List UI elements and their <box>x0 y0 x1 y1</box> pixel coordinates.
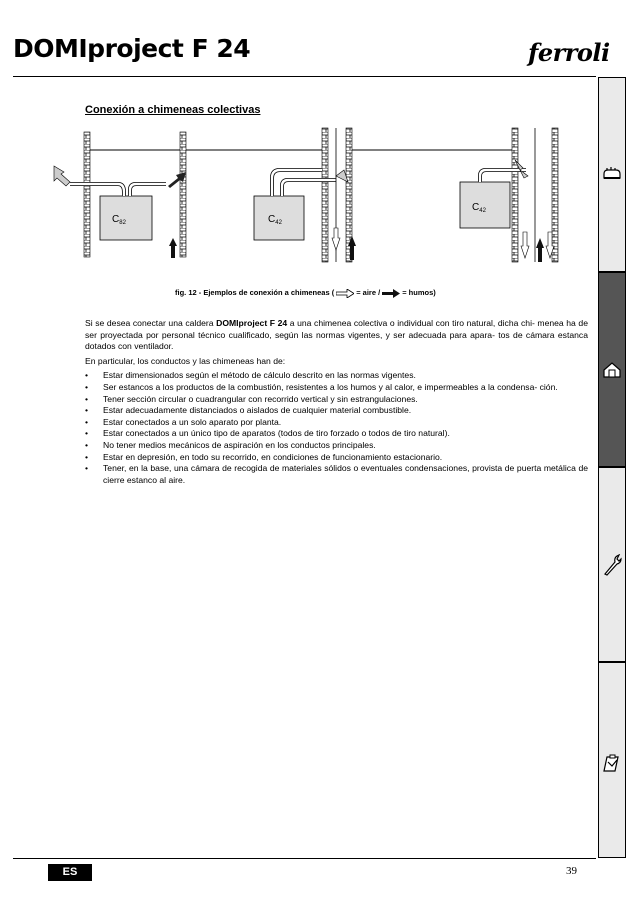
language-badge: ES <box>48 864 92 881</box>
fumes-arrow-icon <box>382 289 400 298</box>
clipboard-icon <box>602 753 622 773</box>
scene-c42-collective <box>352 128 558 262</box>
boiler-label-c42-b: $C_{42}$ <box>472 202 486 214</box>
boiler-label-c82: $C_{82}$ <box>112 214 126 226</box>
boiler-label-c42-a: $C_{42}$ <box>268 214 282 226</box>
list-item: • No tener medios mecánicos de aspiración en los conductos principales. <box>85 439 376 450</box>
installer-icon <box>602 361 622 379</box>
list-item: • Estar dimensionados según el método de cálculo descrito en las normas vigentes. <box>85 370 416 381</box>
list-item: • Estar conectados a un único tipo de aparatos (todos de tiro forzado o todos de tiro natural). <box>85 428 450 439</box>
air-arrow-icon <box>336 289 354 298</box>
list-item: • Ser estancos a los productos de la combustión, resistentes a los humos y al calor, e impermeables a la condensa- ción. <box>85 381 558 392</box>
scene-c82 <box>54 132 186 258</box>
figure-caption <box>175 288 436 298</box>
tab-user[interactable] <box>598 77 626 272</box>
list-item: • Tener, en la base, una cámara de recogida de materiales sólidos o eventuales condensaciones, provista de puerta metálica de cierre estanco al aire. <box>85 463 588 485</box>
caption-prefix: fig. 12 - Ejemplos de conexión a chimeneas ( <box>175 288 335 297</box>
document-title: DOMIproject F 24 <box>13 34 251 63</box>
footer-rule <box>13 858 596 859</box>
tab-technical-data[interactable] <box>598 662 626 858</box>
intro-paragraph: Si se desea conectar una caldera DOMIproject F 24 a una chimenea colectiva o individual con tiro natural, dicha chi- menea ha de ser proyectada por personal técnico cualificado, según las normas vigentes, y ser adecuada para apara- tos de cámara estanca dotados con ventilador. <box>85 318 588 352</box>
tab-installer[interactable] <box>598 272 626 467</box>
lead-paragraph: En particular, los conductos y las chimeneas han de: <box>85 355 286 366</box>
brand-logo: ferroli <box>528 38 610 67</box>
chimney-connection-figure <box>40 120 580 282</box>
requirements-list <box>85 370 588 486</box>
list-item: • Estar conectados a un solo aparato por planta. <box>85 416 282 427</box>
product-name: DOMIproject F 24 <box>216 318 288 328</box>
wrench-icon <box>602 554 622 576</box>
scene-c42-single <box>186 128 356 262</box>
list-item: • Estar adecuadamente distanciados o aislados de cualquier material combustible. <box>85 405 412 416</box>
caption-air: = aire / <box>356 288 381 297</box>
header-rule <box>13 76 596 77</box>
list-item: • Tener sección circular o cuadrangular con recorrido vertical y sin estrangulaciones. <box>85 393 418 404</box>
list-item: • Estar en depresión, en todo su recorrido, en condiciones de funcionamiento estacionario. <box>85 451 443 462</box>
tab-service[interactable] <box>598 467 626 662</box>
page-number: 39 <box>566 865 577 877</box>
section-heading: Conexión a chimeneas colectivas <box>85 104 261 116</box>
body-text <box>85 318 588 486</box>
user-hand-icon <box>602 166 622 182</box>
side-tabs <box>598 77 626 858</box>
caption-fumes: = humos) <box>402 288 436 297</box>
